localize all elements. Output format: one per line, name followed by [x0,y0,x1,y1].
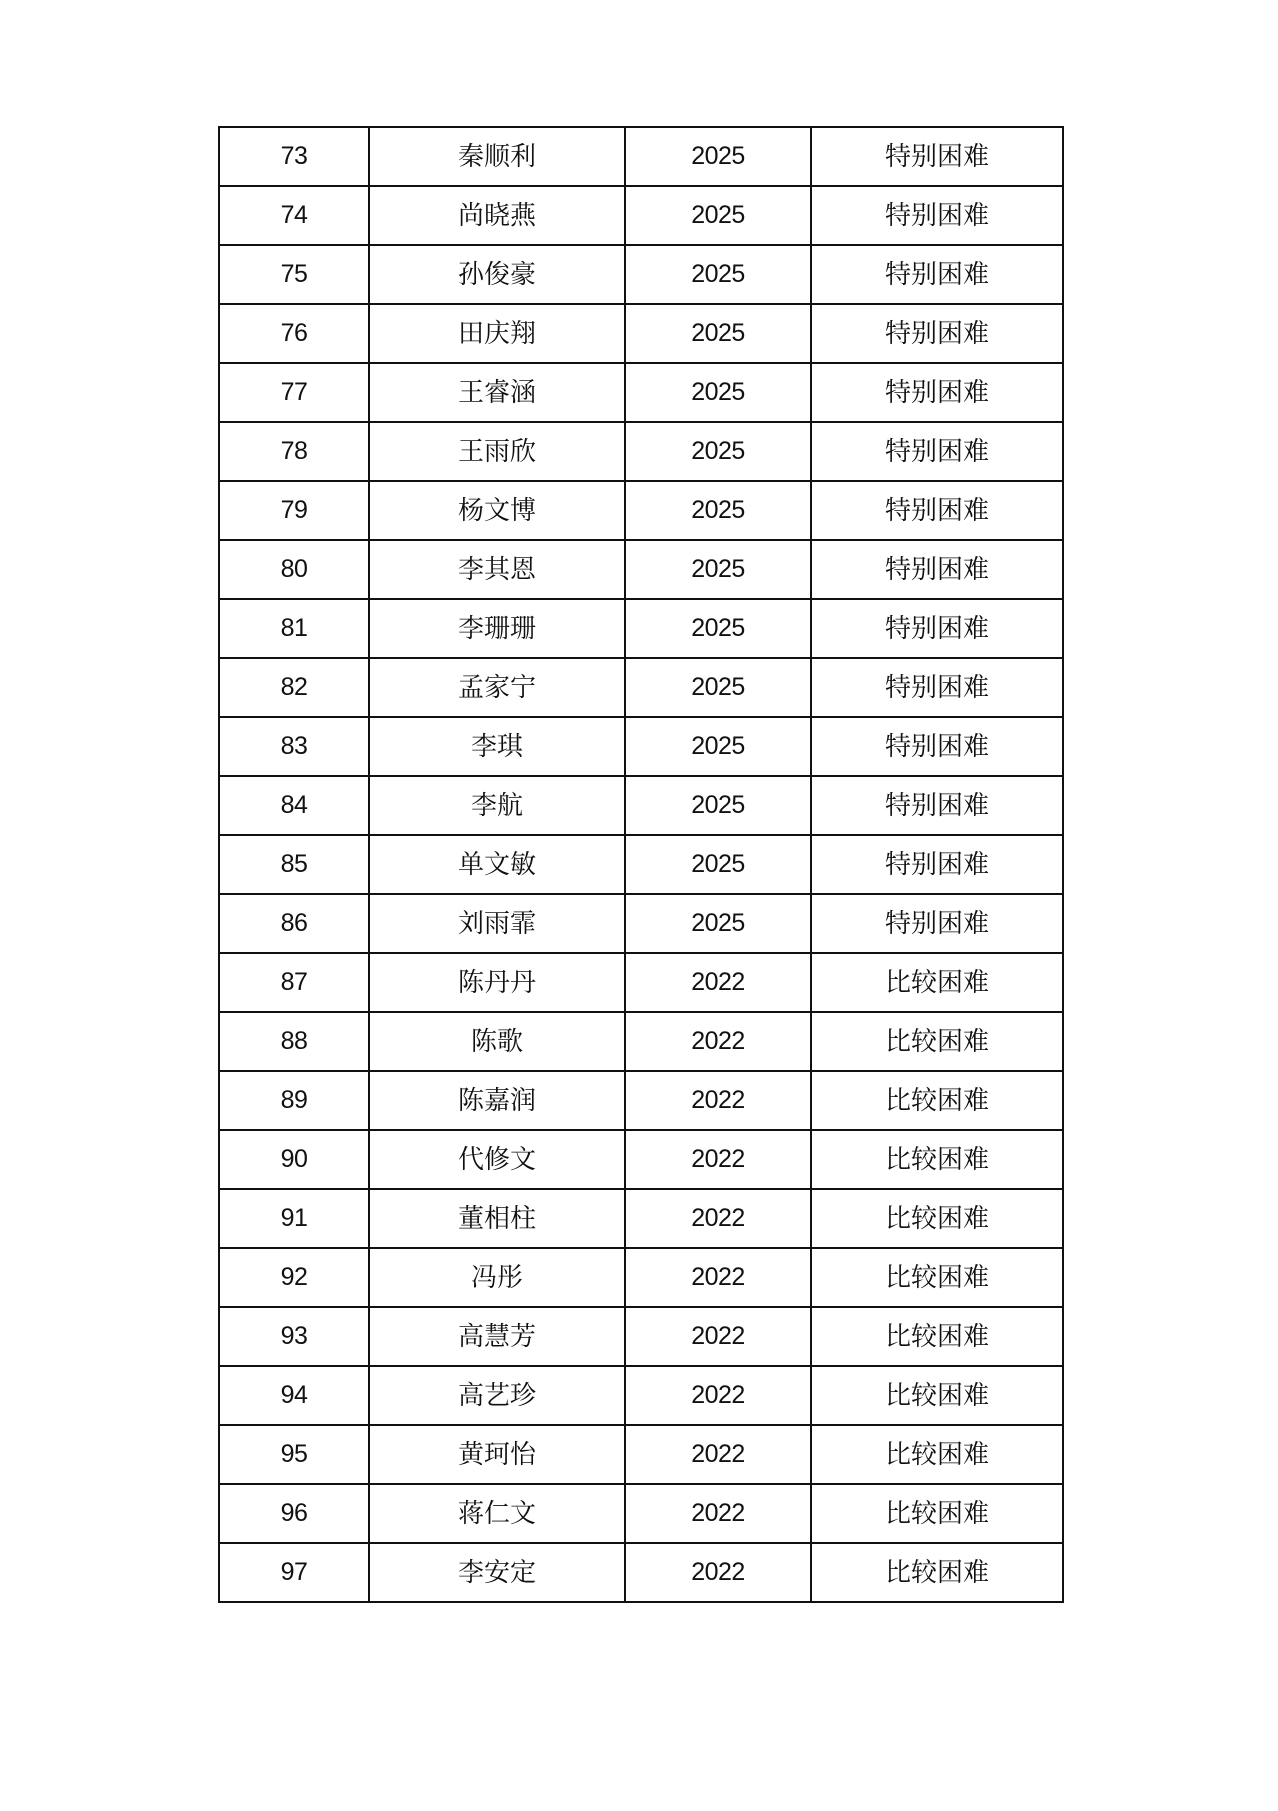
difficulty-level-cell: 特别困难 [811,304,1063,363]
table-row [219,1012,1063,1071]
table-row [219,422,1063,481]
student-name-cell: 陈嘉润 [369,1071,625,1130]
year-cell: 2022 [625,1366,811,1425]
year-cell: 2022 [625,953,811,1012]
student-name-cell: 高艺珍 [369,1366,625,1425]
table-row [219,953,1063,1012]
row-number-cell: 93 [219,1307,369,1366]
student-name-cell: 秦顺利 [369,127,625,186]
table-row [219,1071,1063,1130]
student-name-cell: 李航 [369,776,625,835]
difficulty-level-cell: 比较困难 [811,1307,1063,1366]
row-number-cell: 88 [219,1012,369,1071]
year-cell: 2025 [625,245,811,304]
year-cell: 2025 [625,304,811,363]
row-number-cell: 75 [219,245,369,304]
student-name-cell: 孙俊豪 [369,245,625,304]
difficulty-level-cell: 特别困难 [811,658,1063,717]
student-name-cell: 杨文博 [369,481,625,540]
year-cell: 2025 [625,894,811,953]
table-row [219,658,1063,717]
student-name-cell: 尚晓燕 [369,186,625,245]
table-row [219,1248,1063,1307]
row-number-cell: 74 [219,186,369,245]
student-name-cell: 李琪 [369,717,625,776]
student-roster-table [218,126,1064,1603]
table-row [219,481,1063,540]
table-row [219,363,1063,422]
difficulty-level-cell: 比较困难 [811,1248,1063,1307]
student-name-cell: 孟家宁 [369,658,625,717]
year-cell: 2025 [625,599,811,658]
year-cell: 2025 [625,835,811,894]
row-number-cell: 91 [219,1189,369,1248]
row-number-cell: 76 [219,304,369,363]
difficulty-level-cell: 特别困难 [811,599,1063,658]
year-cell: 2025 [625,717,811,776]
year-cell: 2025 [625,776,811,835]
year-cell: 2022 [625,1425,811,1484]
row-number-cell: 84 [219,776,369,835]
year-cell: 2025 [625,540,811,599]
table-row [219,1307,1063,1366]
difficulty-level-cell: 特别困难 [811,894,1063,953]
student-name-cell: 李安定 [369,1543,625,1602]
table-row [219,1366,1063,1425]
difficulty-level-cell: 特别困难 [811,127,1063,186]
student-name-cell: 刘雨霏 [369,894,625,953]
year-cell: 2022 [625,1543,811,1602]
student-name-cell: 王雨欣 [369,422,625,481]
table-row [219,127,1063,186]
year-cell: 2022 [625,1130,811,1189]
student-name-cell: 单文敏 [369,835,625,894]
student-name-cell: 冯彤 [369,1248,625,1307]
year-cell: 2022 [625,1012,811,1071]
difficulty-level-cell: 比较困难 [811,1071,1063,1130]
year-cell: 2025 [625,481,811,540]
difficulty-level-cell: 特别困难 [811,540,1063,599]
difficulty-level-cell: 比较困难 [811,1012,1063,1071]
row-number-cell: 85 [219,835,369,894]
row-number-cell: 81 [219,599,369,658]
row-number-cell: 87 [219,953,369,1012]
student-name-cell: 李珊珊 [369,599,625,658]
year-cell: 2022 [625,1248,811,1307]
year-cell: 2025 [625,186,811,245]
row-number-cell: 83 [219,717,369,776]
difficulty-level-cell: 比较困难 [811,1425,1063,1484]
difficulty-level-cell: 特别困难 [811,776,1063,835]
year-cell: 2022 [625,1307,811,1366]
difficulty-level-cell: 特别困难 [811,186,1063,245]
row-number-cell: 89 [219,1071,369,1130]
difficulty-level-cell: 比较困难 [811,1130,1063,1189]
student-name-cell: 黄珂怡 [369,1425,625,1484]
table-row [219,776,1063,835]
row-number-cell: 92 [219,1248,369,1307]
table-row [219,540,1063,599]
table-row [219,1189,1063,1248]
table-row [219,1543,1063,1602]
table-row [219,186,1063,245]
difficulty-level-cell: 特别困难 [811,363,1063,422]
difficulty-level-cell: 比较困难 [811,1543,1063,1602]
table-row [219,1484,1063,1543]
row-number-cell: 73 [219,127,369,186]
row-number-cell: 95 [219,1425,369,1484]
difficulty-level-cell: 比较困难 [811,1484,1063,1543]
student-name-cell: 代修文 [369,1130,625,1189]
difficulty-level-cell: 比较困难 [811,1366,1063,1425]
difficulty-level-cell: 特别困难 [811,717,1063,776]
table-row [219,304,1063,363]
student-name-cell: 陈丹丹 [369,953,625,1012]
difficulty-level-cell: 特别困难 [811,422,1063,481]
student-name-cell: 高慧芳 [369,1307,625,1366]
year-cell: 2025 [625,127,811,186]
table-row [219,599,1063,658]
year-cell: 2025 [625,422,811,481]
table-row [219,1130,1063,1189]
difficulty-level-cell: 特别困难 [811,481,1063,540]
table-row [219,245,1063,304]
row-number-cell: 94 [219,1366,369,1425]
difficulty-level-cell: 比较困难 [811,953,1063,1012]
student-name-cell: 陈歌 [369,1012,625,1071]
difficulty-level-cell: 特别困难 [811,245,1063,304]
row-number-cell: 80 [219,540,369,599]
year-cell: 2025 [625,363,811,422]
row-number-cell: 79 [219,481,369,540]
year-cell: 2022 [625,1484,811,1543]
difficulty-level-cell: 特别困难 [811,835,1063,894]
year-cell: 2022 [625,1071,811,1130]
row-number-cell: 97 [219,1543,369,1602]
student-name-cell: 蒋仁文 [369,1484,625,1543]
row-number-cell: 78 [219,422,369,481]
row-number-cell: 90 [219,1130,369,1189]
student-name-cell: 董相柱 [369,1189,625,1248]
student-name-cell: 田庆翔 [369,304,625,363]
table-row [219,894,1063,953]
year-cell: 2022 [625,1189,811,1248]
difficulty-level-cell: 比较困难 [811,1189,1063,1248]
row-number-cell: 82 [219,658,369,717]
row-number-cell: 86 [219,894,369,953]
roster-table-body [219,127,1063,1602]
year-cell: 2025 [625,658,811,717]
table-row [219,1425,1063,1484]
student-name-cell: 李其恩 [369,540,625,599]
row-number-cell: 77 [219,363,369,422]
table-row [219,717,1063,776]
table-row [219,835,1063,894]
student-name-cell: 王睿涵 [369,363,625,422]
row-number-cell: 96 [219,1484,369,1543]
